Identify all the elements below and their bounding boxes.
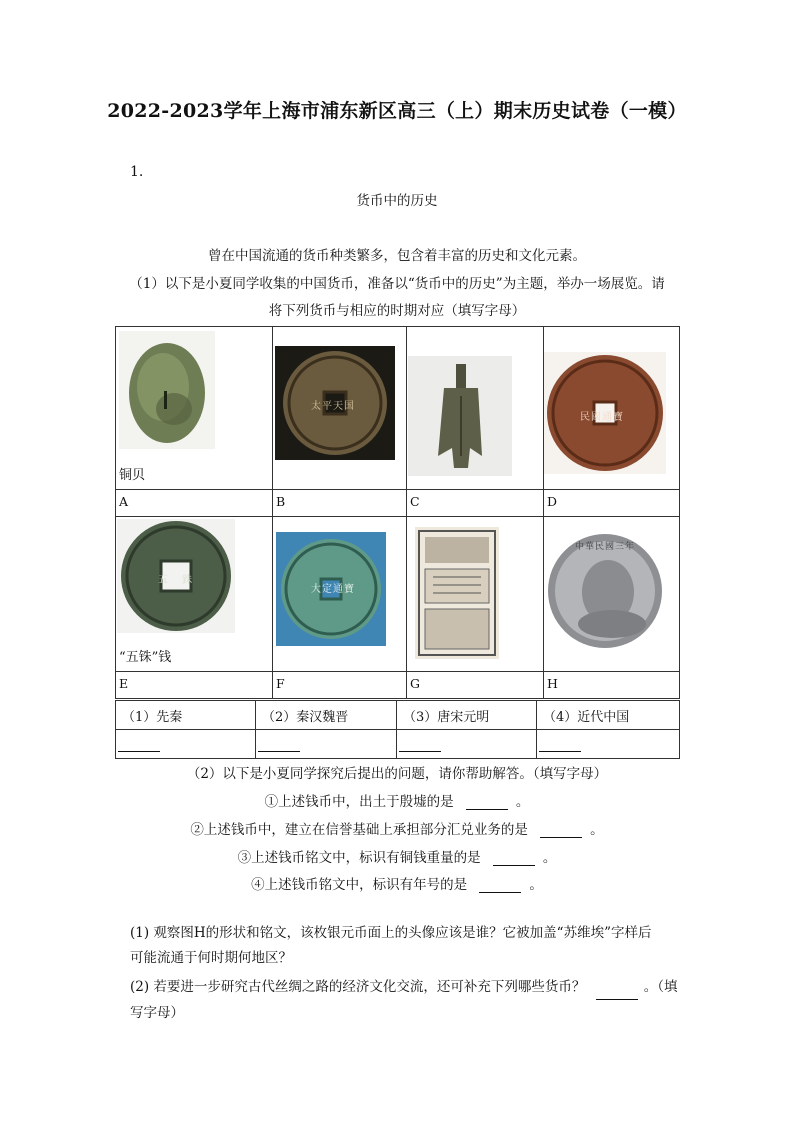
coin-caption-e: “五铢”钱: [119, 650, 172, 665]
coin-cell-a: [116, 327, 273, 490]
coin-h-inscription: 中華民國三年: [574, 542, 635, 552]
period-qin-han: （2）秦汉魏晋: [256, 701, 397, 730]
paper-banknote-image: [415, 527, 499, 659]
answer-cell-2[interactable]: [256, 730, 397, 759]
sub-question-3-text: ③上述钱币铭文中，标识有铜钱重量的是: [237, 850, 481, 866]
coin-table: [115, 326, 680, 699]
answer-cell-1[interactable]: [116, 730, 256, 759]
letter-cell-d: [544, 490, 680, 517]
bronze-shell-coin-image: [119, 331, 215, 449]
period-table: [115, 700, 680, 759]
letter-h: H: [547, 676, 558, 691]
letter-cell-c: [407, 490, 544, 517]
answer-blank-1[interactable]: [118, 739, 160, 752]
question-silk-road-text: (2) 若要进一步研究古代丝绸之路的经济文化交流，还可补充下列哪些货币？: [130, 979, 586, 995]
question-h-line1: (1) 观察图H的形状和铭文，该枚银元币面上的头像应该是谁？它被加盖“苏维埃”字样后: [130, 925, 652, 941]
answer-cell-3[interactable]: [397, 730, 537, 759]
letter-g: G: [410, 676, 420, 691]
question-silk-road-suffix: 。（填: [643, 979, 678, 995]
sub-question-2: [0, 818, 794, 838]
letter-d: D: [547, 494, 558, 509]
question-h-line2: 可能流通于何时期何地区？: [130, 950, 292, 966]
question-silk-road-line2: 写字母）: [130, 1005, 184, 1021]
answer-blank-2[interactable]: [258, 739, 300, 752]
answer-blank-4[interactable]: [539, 739, 581, 752]
coin-e-inscription: 五銖: [158, 575, 206, 586]
sub-question-1-suffix: 。: [515, 794, 530, 810]
letter-cell-e: [116, 672, 273, 699]
letter-cell-a: [116, 490, 273, 517]
sub-question-4-blank[interactable]: [479, 880, 521, 893]
section-heading: 货币中的历史: [356, 193, 438, 209]
sub-question-1-blank[interactable]: [466, 797, 508, 810]
part2-intro: （2）以下是小夏同学探究后提出的问题，请你帮助解答。（填写字母）: [186, 766, 608, 782]
sub-question-1-text: ①上述钱币中，出土于殷墟的是: [264, 794, 454, 810]
sub-question-3-blank[interactable]: [493, 853, 535, 866]
coin-f-inscription: 大定通寶: [311, 584, 355, 595]
coin-d-inscription: 民國通寶: [580, 412, 624, 423]
page-title: 2022-2023学年上海市浦东新区高三（上）期末历史试卷（一模）: [107, 100, 687, 122]
sub-question-3: [0, 846, 794, 866]
part1-line1: （1）以下是小夏同学收集的中国货币，准备以“货币中的历史”为主题，举办一场展览。请: [129, 276, 665, 292]
letter-a: A: [119, 494, 129, 509]
question-silk-road-line1: [130, 975, 695, 1000]
sub-question-4-suffix: 。: [529, 877, 543, 893]
letter-f: F: [276, 676, 285, 691]
letter-b: B: [276, 494, 286, 509]
sub-question-4-text: ④上述钱币铭文中，标识有年号的是: [251, 877, 468, 893]
sub-question-2-blank[interactable]: [540, 825, 582, 838]
sub-question-2-text: ②上述钱币中，建立在信誉基础上承担部分汇兑业务的是: [190, 822, 528, 838]
period-pre-qin: （1）先秦: [116, 701, 256, 730]
intro-text: 曾在中国流通的货币种类繁多，包含着丰富的历史和文化元素。: [208, 248, 586, 264]
coin-b-inscription: 太平天国: [311, 401, 355, 412]
letter-cell-h: [544, 672, 680, 699]
spade-coin-image: [408, 356, 512, 476]
letter-cell-g: [407, 672, 544, 699]
sub-question-1: [0, 790, 794, 810]
coin-caption-a: 铜贝: [119, 468, 146, 483]
answer-cell-4[interactable]: [537, 730, 680, 759]
answer-blank-3[interactable]: [399, 739, 441, 752]
sub-question-3-suffix: 。: [542, 850, 557, 866]
question-number: 1.: [130, 164, 144, 180]
period-tang-ming: （3）唐宋元明: [397, 701, 537, 730]
part1-line2: 将下列货币与相应的时期对应（填写字母）: [268, 303, 526, 319]
coin-cell-c: [407, 327, 544, 490]
letter-cell-b: [273, 490, 407, 517]
sub-question-2-suffix: 。: [590, 822, 604, 838]
letter-e: E: [119, 676, 129, 691]
coin-cell-g: [407, 517, 544, 672]
question-silk-road-blank[interactable]: [596, 987, 638, 1000]
letter-cell-f: [273, 672, 407, 699]
period-modern: （4）近代中国: [537, 701, 680, 730]
sub-question-4: [0, 873, 794, 893]
coin-cell-e: [116, 517, 273, 672]
letter-c: C: [410, 494, 420, 509]
